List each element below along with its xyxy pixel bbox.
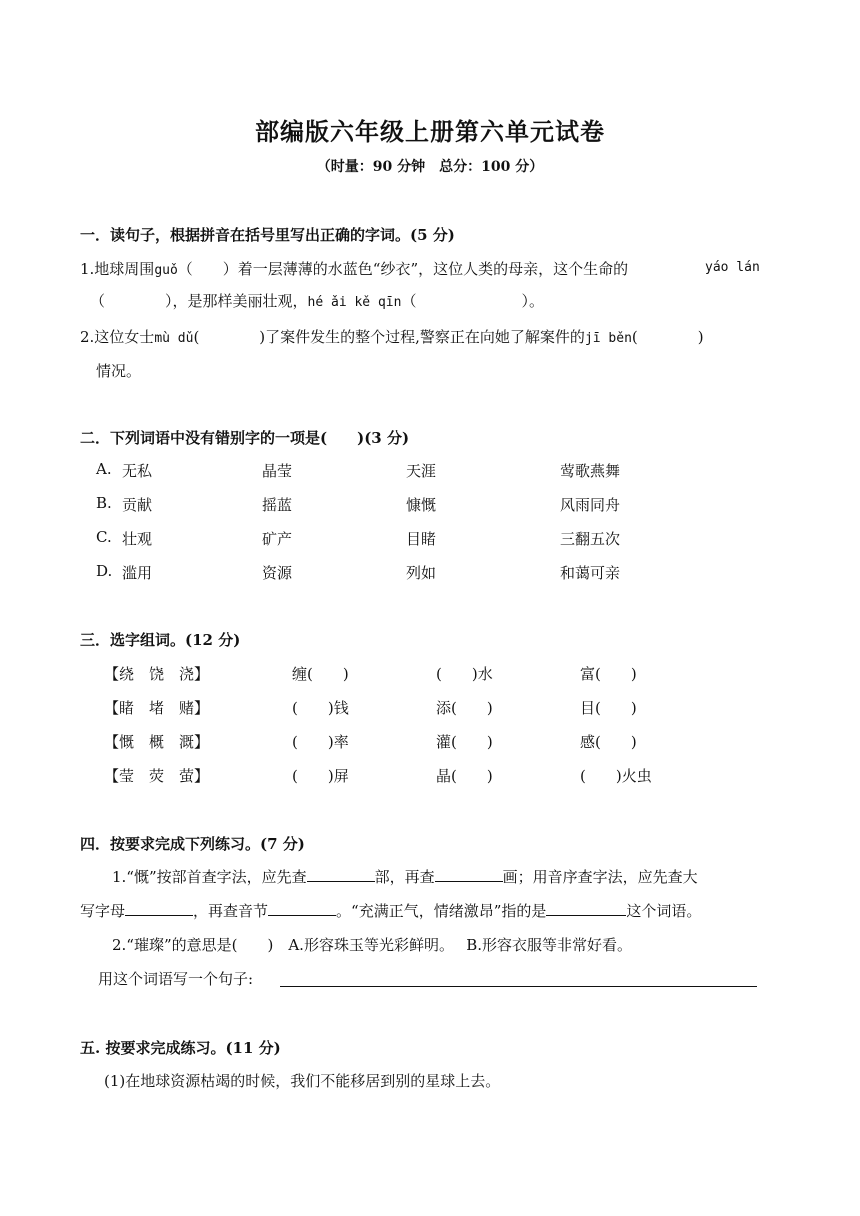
- s4-blank-radical[interactable]: [307, 866, 375, 882]
- s2-option-letter: B.: [96, 494, 112, 512]
- s3-char-group: 【绕 饶 浇】: [104, 665, 210, 683]
- s1-q1-line1: [80, 258, 628, 279]
- section-4-heading: 四．按要求完成下列练习。(7 分): [80, 835, 305, 853]
- s3-word-blank[interactable]: ( )率: [292, 733, 349, 751]
- s3-char-group: 【慨 概 溉】: [104, 733, 210, 751]
- s2-option-word: 风雨同舟: [560, 496, 621, 514]
- s2-option-word: 滥用: [122, 564, 153, 582]
- s4-l2-text-b: ，再查音节: [193, 902, 269, 920]
- s3-char-group: 【睹 堵 赌】: [104, 699, 210, 717]
- s4-blank-strokes[interactable]: [435, 866, 503, 882]
- page-title: 部编版六年级上册第六单元试卷: [255, 117, 605, 146]
- s4-blank-letter[interactable]: [125, 900, 193, 916]
- s3-word-blank[interactable]: 添( ): [436, 699, 493, 717]
- s4-l2-text-c: 。“充满正气，情绪激昂”指的是: [336, 902, 547, 920]
- s1-q1-text-d: （ ）。: [401, 292, 544, 310]
- s2-option-letter: D.: [96, 562, 113, 580]
- s1-q1-text-c: （ ），是那样美丽壮观，: [90, 292, 308, 310]
- s4-blank-word[interactable]: [546, 900, 626, 916]
- s1-q2-line2: 情况。: [96, 362, 142, 380]
- s4-l1-text-c: 画；用音序查字法，应先查大: [502, 868, 698, 886]
- s3-word-blank[interactable]: 灌( ): [436, 733, 493, 751]
- s3-word-blank[interactable]: 晶( ): [436, 767, 493, 785]
- page-subtitle: （时量：90 分钟 总分：100 分）: [316, 159, 544, 175]
- s4-line1: [112, 866, 698, 887]
- s2-option-word: 晶莹: [262, 462, 293, 480]
- s4-l1-text-b: 部，再查: [374, 868, 435, 886]
- section-3-heading: 三．选字组词。(12 分): [80, 631, 241, 649]
- s1-q2-pinyin-2: jī běn: [584, 331, 632, 346]
- s2-option-word: 目睹: [406, 530, 437, 548]
- s1-q2-pinyin-1: mù dǔ: [154, 331, 194, 346]
- s4-line3: 2.“璀璨”的意思是( ) A.形容珠玉等光彩鲜明。 B.形容衣服等非常好看。: [112, 936, 633, 954]
- s3-word-blank[interactable]: 目( ): [580, 699, 637, 717]
- s1-q2-text-a: 2.这位女士: [80, 328, 155, 346]
- s4-line4: 用这个词语写一个句子:: [98, 970, 254, 988]
- s1-q1-text-a: 1.地球周围: [80, 260, 155, 278]
- section-2-heading: 二．下列词语中没有错别字的一项是( )(3 分): [80, 429, 410, 447]
- s4-l2-text-d: 这个词语。: [626, 902, 702, 920]
- s4-l2-text-a: 写字母: [80, 902, 126, 920]
- s1-q1-pinyin-1: guǒ: [154, 263, 178, 278]
- s3-char-group: 【莹 荧 萤】: [104, 767, 210, 785]
- s1-q2-text-c: ( ): [631, 328, 704, 346]
- s2-option-word: 矿产: [262, 530, 293, 548]
- s4-line2: [80, 900, 701, 921]
- s1-q1-pinyin-2: yáo lán: [705, 260, 760, 275]
- s4-blank-syllable[interactable]: [268, 900, 336, 916]
- section-5-heading: 五. 按要求完成练习。(11 分): [80, 1039, 281, 1057]
- s2-option-word: 和蔼可亲: [560, 564, 621, 582]
- s2-option-word: 资源: [262, 564, 293, 582]
- s2-option-word: 三翻五次: [560, 530, 621, 548]
- s2-option-word: 列如: [406, 564, 437, 582]
- s3-word-blank[interactable]: ( )钱: [292, 699, 349, 717]
- s3-word-blank[interactable]: ( )屏: [292, 767, 349, 785]
- s3-word-blank[interactable]: 缠( ): [292, 665, 349, 683]
- s4-l1-text-a: 1.“慨”按部首查字法，应先查: [112, 868, 307, 886]
- s1-q1-line2: [90, 290, 544, 311]
- s2-option-word: 天涯: [406, 462, 437, 480]
- s2-option-letter: A.: [96, 460, 112, 478]
- s1-q2-text-b: ( )了案件发生的整个过程,警察正在向她了解案件的: [193, 328, 585, 346]
- s2-option-word: 贡献: [122, 496, 153, 514]
- s5-q1: (1)在地球资源枯竭的时候，我们不能移居到别的星球上去。: [104, 1072, 501, 1090]
- s3-word-blank[interactable]: 富( ): [580, 665, 637, 683]
- s3-word-blank[interactable]: ( )火虫: [580, 767, 652, 785]
- s4-sentence-answer-line[interactable]: [280, 986, 757, 987]
- s1-q2-line1: [80, 326, 704, 347]
- s2-option-word: 无私: [122, 462, 153, 480]
- s3-word-blank[interactable]: ( )水: [436, 665, 493, 683]
- s2-option-word: 慷慨: [406, 496, 437, 514]
- s2-option-word: 莺歌燕舞: [560, 462, 621, 480]
- s2-option-letter: C.: [96, 528, 112, 546]
- s3-word-blank[interactable]: 感( ): [580, 733, 637, 751]
- s1-q1-text-b: （ ）着一层薄薄的水蓝色“纱衣”，这位人类的母亲，这个生命的: [177, 260, 629, 278]
- s2-option-word: 摇蓝: [262, 496, 293, 514]
- s2-option-word: 壮观: [122, 530, 153, 548]
- section-1-heading: 一．读句子，根据拼音在括号里写出正确的字词。(5 分): [80, 226, 455, 244]
- s1-q1-pinyin-3: hé ǎi kě qīn: [307, 295, 402, 310]
